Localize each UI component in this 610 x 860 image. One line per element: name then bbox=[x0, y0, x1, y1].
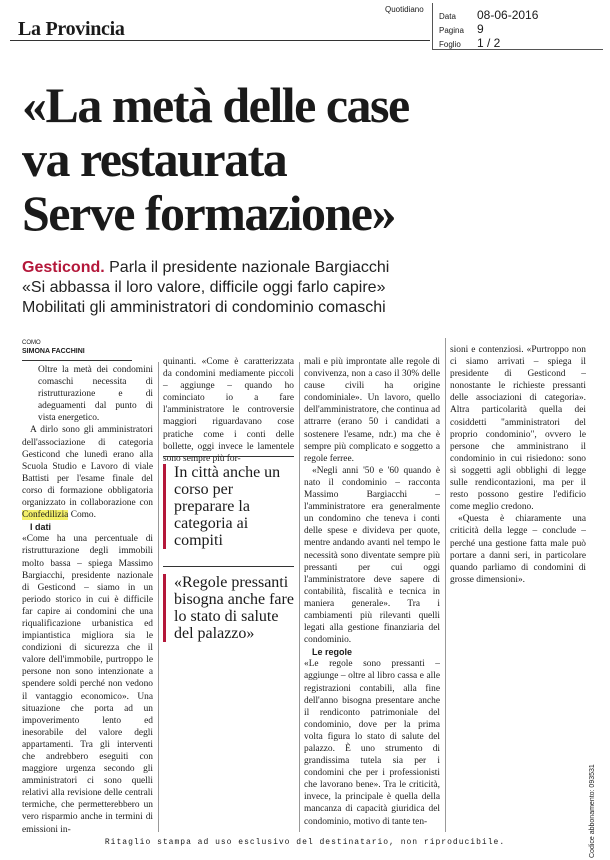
headline bbox=[22, 78, 582, 240]
subhead-kicker: Gesticond. bbox=[22, 259, 105, 276]
article-column-3 bbox=[304, 356, 440, 828]
meta-pagina-label: Pagina bbox=[439, 26, 464, 35]
article-column-1 bbox=[22, 364, 153, 836]
headline-line: «La metà delle case bbox=[22, 77, 409, 133]
headline-line: Serve formazione» bbox=[22, 185, 395, 241]
subheadline bbox=[22, 258, 592, 318]
subhead-line: Parla il presidente nazionale Bargiacchi bbox=[104, 259, 390, 276]
publication-name: La Provincia bbox=[18, 18, 125, 40]
section-heading: Le regole bbox=[312, 647, 353, 658]
meta-pagina-value: 9 bbox=[477, 22, 484, 36]
article-paragraph: «Le regole sono pressanti – aggiunge – oltre al libro cassa e alle registrazioni contabili, alla fine dell'anno bisogna presentare anche il rendiconto patrimoniale del condominio, dove per la prima volta figura lo stato di salute del palazzo. È uno strumento di grandissima tutela sia per i condomini che per i professionisti che lavorano bene». Tra le criticità, invece, la principale è quella della mancanza di capacità giuridica del condominio, motivo di tante ten- bbox=[304, 659, 440, 827]
meta-foglio-row bbox=[439, 34, 500, 52]
column-divider bbox=[158, 362, 159, 832]
section-heading: I dati bbox=[30, 522, 52, 533]
meta-data-label: Data bbox=[439, 12, 456, 21]
subhead-line: Mobilitati gli amministratori di condominio comaschi bbox=[22, 299, 386, 316]
author-name: SIMONA FACCHINI bbox=[22, 348, 85, 355]
article-paragraph: «Negli anni '50 e '60 quando è nato il condominio – racconta Massimo Bargiacchi – l'amministratore era generalmente un condomino che teneva i conti delle spese e divideva per quote, mentre andando avanti nel tempo le necessità sono diventate sempre più pressanti per cui oggi l'amministratore deve sapere di contabilità, fiscalità e tecnica in maniera generale». Tra i cambiamenti più rilevanti quelli legati alla gestione finanziaria del condominio. bbox=[304, 465, 440, 646]
metadata-box bbox=[432, 3, 603, 50]
pullquote-rule bbox=[163, 566, 294, 567]
article-paragraph: «Come ha una percentuale di ristrutturazione degli immobili molto bassa – spiega Massimo Bargiacchi, presidente nazionale di Gesticond – siamo in un periodo storico in cui è difficile far capire ai condomini che una riqualificazione urbanistica ed impiantistica migliora sia le condizioni di sicurezza che il valore dell'immobile, purtroppo le persone non sono intenzionate a spendere soldi perché non vedono il vantaggio economico». Una situazione che porta ad un impoverimento lento ed inesorabile del valore degli appartamenti. Tra gli interventi che andrebbero eseguiti con maggiore urgenza secondo gli amministratori ci sono quelli relativi alla revisione delle centrali termiche, che permetterebbero un vero risparmio anche in termini di emissioni in- bbox=[22, 534, 153, 835]
subhead-line: «Si abbassa il loro valore, difficile oggi farlo capire» bbox=[22, 279, 386, 296]
article-paragraph: sioni e contenziosi. «Purtroppo non ci siamo arrivati – spiega il presidente di Gesticond – nonostante le richieste pressanti delle associazioni di categoria». Altra particolarità quella dei cosiddetti "amministratori del proprio condominio", ovvero le persone che amministrano il condominio in cui risiedono: sono sì soggetti agli obblighi di legge sulle rendicontazioni, ma per il resto possono gestire l'edificio come meglio credono. bbox=[450, 345, 586, 513]
meta-data-value: 08-06-2016 bbox=[477, 8, 539, 22]
column-divider bbox=[445, 338, 446, 832]
pullquote-2: «Regole pressanti bisogna anche fare lo stato di salute del palazzo» bbox=[163, 574, 296, 642]
article-column-4 bbox=[450, 344, 586, 586]
column-divider bbox=[299, 362, 300, 832]
meta-foglio-value: 1 / 2 bbox=[477, 36, 501, 50]
dateline-place: COMO bbox=[22, 340, 41, 346]
meta-foglio-label: Foglio bbox=[439, 40, 461, 49]
paragraph-text: A dirlo sono gli amministratori dell'associazione di categoria Gesticond che lunedì erano alla Scuola Studio e Lavoro di viale Battisti per l'esame finale del corso di formazione obbligatoria organizzato in collaborazione con bbox=[22, 425, 153, 509]
publication-type: Quotidiano bbox=[385, 5, 424, 14]
pullquote-1: In città anche un corso per preparare la categoria ai compiti bbox=[163, 464, 292, 549]
article-paragraph: «Questa è chiaramente una criticità della legge – conclude – perché una gestione fatta male può portare a danni seri, in particolare quando parliamo di condomini di grosse dimensioni». bbox=[450, 514, 586, 585]
article-paragraph: mali e più improntate alle regole di convivenza, non a caso il 30% delle cause civili ha origine condominiale». Un lavoro, quello dell'amministratore, che continua ad attrarre (erano 50 i candidati a sostenere l'esame, ndr.) ma che è sempre più complicato e soggetto a regole ferree. bbox=[304, 357, 441, 464]
article-paragraph: quinanti. «Come è caratterizzata da condomini mediamente piccoli – aggiunge – quando ho cominciato io a fare l'amministratore le controversie maggiori riguardavano cose pratiche come i conti delle bollette, oggi invece le lamentele sono sempre più for- bbox=[163, 357, 294, 464]
header-rule bbox=[10, 40, 430, 41]
article-paragraph bbox=[22, 424, 153, 521]
article-column-2 bbox=[163, 356, 294, 465]
article-paragraph: Oltre la metà dei condomini comaschi necessita di ristrutturazione e di adeguamenti dal punto di vista energetico. bbox=[38, 365, 153, 424]
byline-rule bbox=[22, 360, 132, 361]
headline-line: va restaurata bbox=[22, 131, 287, 187]
pullquote-rule bbox=[163, 456, 294, 457]
highlighted-term: Confedilizia bbox=[22, 510, 69, 521]
clipping-footer: Ritaglio stampa ad uso esclusivo del destinatario, non riproducibile. bbox=[104, 838, 506, 847]
subscription-code: Codice abbonamento: 093531 bbox=[589, 764, 596, 858]
paragraph-text: Como. bbox=[68, 510, 96, 521]
